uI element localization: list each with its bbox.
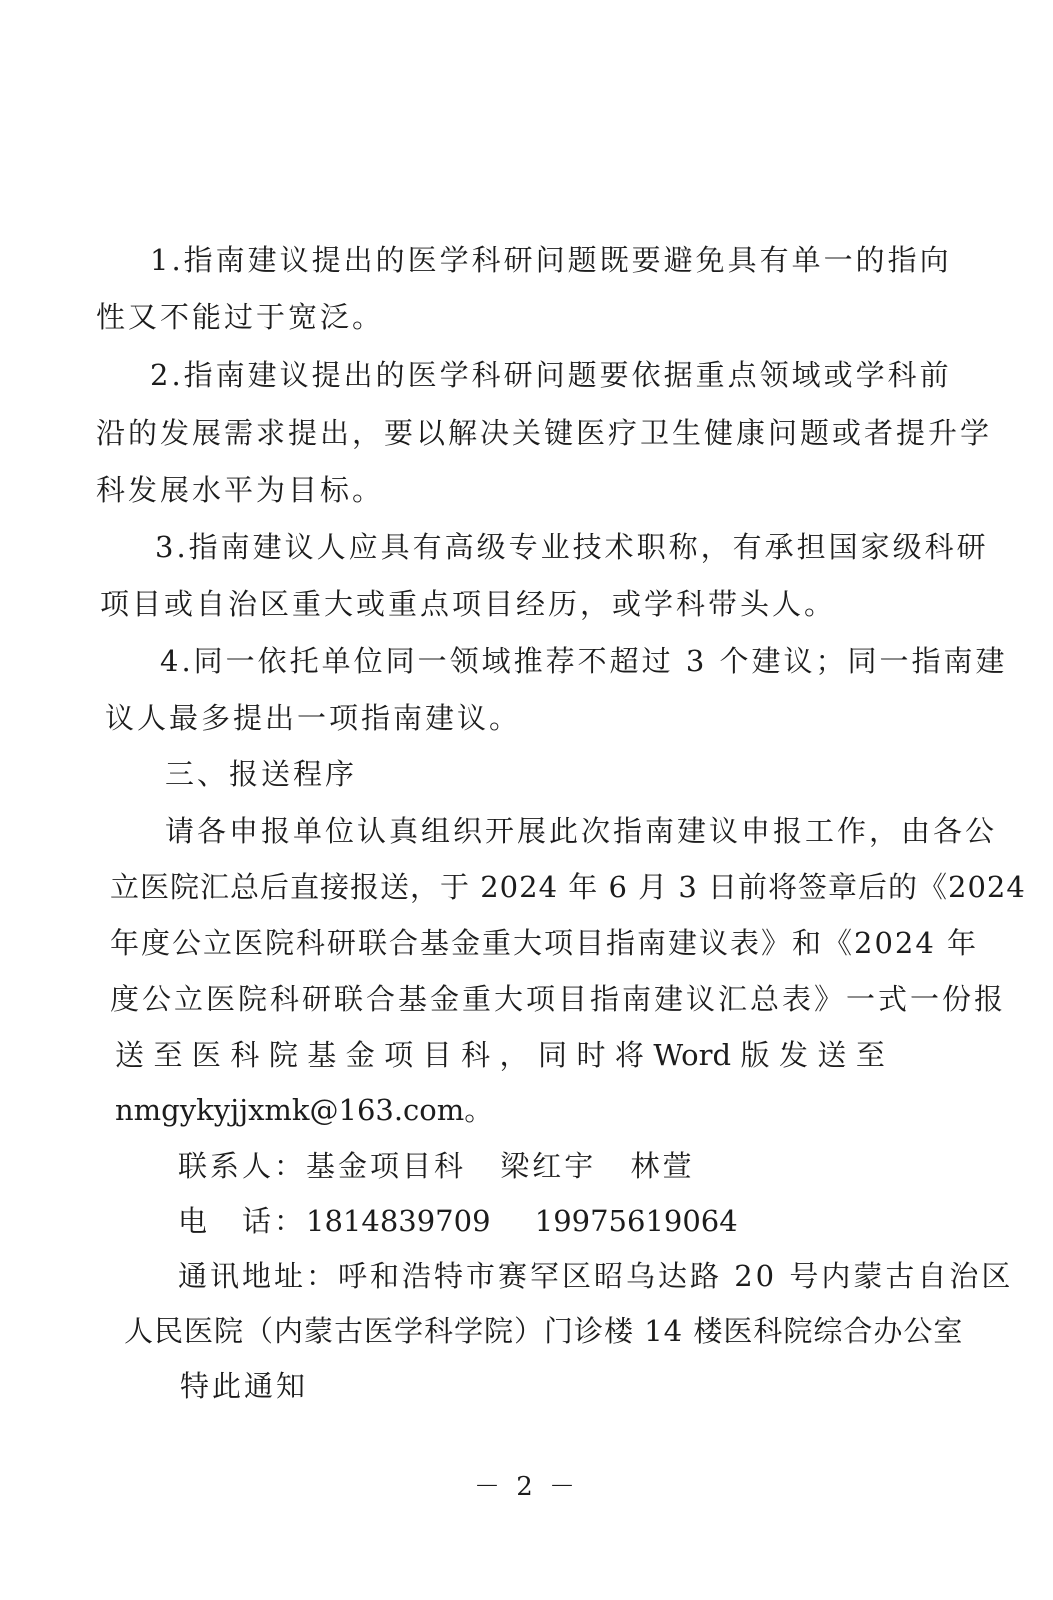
word: 医 bbox=[191, 1038, 221, 1072]
word: 同 bbox=[537, 1038, 567, 1072]
word: 至 bbox=[855, 1038, 885, 1072]
word: 基 bbox=[307, 1038, 337, 1072]
word: 版 bbox=[740, 1038, 770, 1072]
contact-person2: 林萱 bbox=[630, 1149, 695, 1183]
item3-line1: 3.指南建议人应具有高级专业技术职称，有承担国家级科研 bbox=[155, 530, 989, 564]
word: 送 bbox=[115, 1038, 145, 1072]
phone-label: 电 话： bbox=[178, 1204, 307, 1238]
procedure-line4: 度公立医院科研联合基金重大项目指南建议汇总表》一式一份报 bbox=[110, 982, 1007, 1016]
procedure-line3: 年度公立医院科研联合基金重大项目指南建议表》和《2024 年 bbox=[110, 926, 979, 960]
item1-line1: 1.指南建议提出的医学科研问题既要避免具有单一的指向 bbox=[150, 243, 952, 277]
address-line1: 通讯地址：呼和浩特市赛罕区昭乌达路 20 号内蒙古自治区 bbox=[178, 1259, 1014, 1293]
section-heading: 三、报送程序 bbox=[165, 757, 358, 791]
word: 将 bbox=[614, 1038, 644, 1072]
item4-line1: 4.同一依托单位同一领域推荐不超过 3 个建议；同一指南建 bbox=[160, 644, 1008, 678]
contact-line bbox=[178, 1146, 695, 1186]
contact-dept: 基金项目科 bbox=[306, 1149, 467, 1183]
word: 时 bbox=[576, 1038, 606, 1072]
procedure-line2: 立医院汇总后直接报送，于 2024 年 6 月 3 日前将签章后的《2024 bbox=[110, 870, 1026, 904]
email-address: nmgykyjjxmk@163.com。 bbox=[115, 1093, 494, 1127]
word: 金 bbox=[345, 1038, 375, 1072]
procedure-line5 bbox=[115, 1035, 885, 1075]
word: 发 bbox=[778, 1038, 808, 1072]
phone-line bbox=[178, 1201, 738, 1241]
item4-line2: 议人最多提出一项指南建议。 bbox=[105, 701, 522, 735]
word: 目 bbox=[422, 1038, 452, 1072]
item2-line2: 沿的发展需求提出，要以解决关键医疗卫生健康问题或者提升学 bbox=[96, 416, 993, 450]
word: Word bbox=[653, 1038, 732, 1072]
item3-line2: 项目或自治区重大或重点项目经历，或学科带头人。 bbox=[100, 587, 837, 621]
procedure-line1: 请各申报单位认真组织开展此次指南建议申报工作，由各公 bbox=[165, 814, 998, 848]
phone-number-2: 19975619064 bbox=[534, 1204, 738, 1238]
word: 至 bbox=[153, 1038, 183, 1072]
word: 科 bbox=[230, 1038, 260, 1072]
item1-line2: 性又不能过于宽泛。 bbox=[96, 300, 385, 334]
word: 科 bbox=[461, 1038, 491, 1072]
word: 院 bbox=[268, 1038, 298, 1072]
contact-label: 联系人： bbox=[178, 1149, 307, 1183]
item2-line1: 2.指南建议提出的医学科研问题要依据重点领域或学科前 bbox=[150, 358, 952, 392]
closing-text: 特此通知 bbox=[180, 1369, 309, 1403]
word: 项 bbox=[384, 1038, 414, 1072]
page-number: － 2 － bbox=[473, 1472, 580, 1502]
word: ， bbox=[499, 1038, 529, 1072]
contact-person1: 梁红宇 bbox=[500, 1149, 597, 1183]
word: 送 bbox=[817, 1038, 847, 1072]
phone-number-1: 1814839709 bbox=[306, 1204, 491, 1238]
address-line2: 人民医院（内蒙古医学科学院）门诊楼 14 楼医科院综合办公室 bbox=[124, 1314, 964, 1348]
item2-line3: 科发展水平为目标。 bbox=[96, 473, 385, 507]
